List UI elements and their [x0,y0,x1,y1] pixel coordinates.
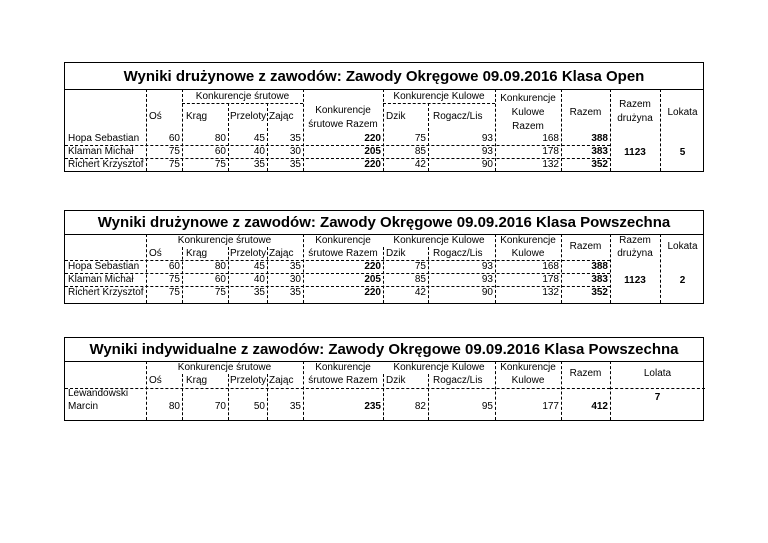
header-kulowe-razem-2: Kulowe [511,248,545,259]
cell-razem: 352 [591,287,608,298]
cell-krag: 80 [214,261,226,272]
cell-srutowe: 220 [364,159,381,170]
cell-razem: 388 [591,261,608,272]
header-srutowe-razem-1: Konkurencje [315,362,371,373]
cell-zajac: 35 [289,133,301,144]
header-kulowe-razem-1: Konkurencje [500,93,556,104]
team-total: 1123 [624,275,646,286]
team-place: 2 [679,275,686,286]
row-name-second: Marcin [68,401,99,412]
cell-krag: 60 [214,274,226,285]
header-zajac: Zając [269,111,294,122]
table-title: Wyniki indywidualne z zawodów: Zawody Okręgowe 09.09.2016 Klasa Powszechna [89,341,679,358]
cell-kulowe: 178 [542,146,559,157]
cell-srutowe: 220 [364,287,381,298]
table-title: Wyniki drużynowe z zawodów: Zawody Okręgowe 09.09.2016 Klasa Powszechna [97,214,671,231]
header-konkurencje-kulowe: Konkurencje Kulowe [393,362,485,373]
cell-przeloty: 50 [253,401,265,412]
row-name: Hopa Sebastian [68,261,140,272]
cell-srutowe: 220 [364,261,381,272]
header-razem-druzyna-2: drużyna [617,113,653,124]
cell-dzik: 75 [414,133,426,144]
header-krag: Krąg [186,375,208,386]
header-os: Oś [149,248,162,259]
team-place: 5 [679,147,686,158]
header-zajac: Zając [269,248,294,259]
group-divider [383,103,495,104]
individual-place: 7 [654,392,661,403]
header-konkurencje-kulowe: Konkurencje Kulowe [393,91,485,102]
cell-srutowe: 205 [364,274,381,285]
col-line [267,374,268,420]
cell-zajac: 35 [289,287,301,298]
row-name-first: Lewandowski [68,388,129,399]
header-krag: Krąg [186,111,208,122]
header-razem: Razem [569,241,602,252]
cell-dzik: 42 [414,159,426,170]
cell-przeloty: 45 [253,133,265,144]
col-line [182,374,183,420]
cell-rogacz: 93 [481,146,493,157]
header-razem-druzyna-2: drużyna [617,248,653,259]
header-srutowe-razem-1: Konkurencje [315,105,371,116]
header-srutowe-razem-2: śrutowe Razem [308,375,378,386]
header-konkurencje-kulowe: Konkurencje Kulowe [393,235,485,246]
cell-kulowe: 178 [542,274,559,285]
cell-krag: 75 [214,159,226,170]
title-divider [65,89,703,90]
row-name: Richert Krzysztof [68,159,144,170]
header-dzik: Dzik [386,248,406,259]
cell-razem: 412 [591,401,608,412]
header-dzik: Dzik [386,111,406,122]
cell-przeloty: 35 [253,287,265,298]
cell-rogacz: 93 [481,274,493,285]
individual-results-powszechna-table [64,337,704,421]
team-results-open-table [64,62,704,172]
cell-rogacz: 90 [481,159,493,170]
header-zajac: Zając [269,375,294,386]
header-razem: Razem [569,368,602,379]
header-krag: Krąg [186,248,208,259]
row-name: Hopa Sebastian [68,133,140,144]
cell-dzik: 85 [414,146,426,157]
col-line [228,374,229,420]
cell-os: 75 [168,159,180,170]
header-konkurencje-srutowe: Konkurencje śrutowe [195,91,290,102]
header-konkurencje-srutowe: Konkurencje śrutowe [177,362,272,373]
cell-zajac: 30 [289,274,301,285]
cell-kulowe: 177 [542,401,559,412]
header-przeloty: Przeloty [230,375,267,386]
cell-razem: 388 [591,133,608,144]
cell-srutowe: 205 [364,146,381,157]
cell-rogacz: 93 [481,261,493,272]
cell-dzik: 75 [414,261,426,272]
cell-srutowe: 220 [364,133,381,144]
col-line [428,374,429,420]
cell-rogacz: 93 [481,133,493,144]
table-title: Wyniki drużynowe z zawodów: Zawody Okręgowe 09.09.2016 Klasa Open [123,68,645,85]
header-os: Oś [149,375,162,386]
header-rogacz: Rogacz/Lis [433,375,483,386]
col-line [383,374,384,420]
cell-dzik: 85 [414,274,426,285]
header-lokata: Lolata [643,368,672,379]
cell-os: 60 [168,133,180,144]
cell-krag: 80 [214,133,226,144]
cell-dzik: 82 [414,401,426,412]
cell-os: 80 [168,401,180,412]
row-name: Richert Krzysztof [68,287,144,298]
header-kulowe-razem-2: Kulowe [511,107,545,118]
group-divider [182,103,303,104]
team-results-powszechna-table [64,210,704,304]
cell-krag: 70 [214,401,226,412]
cell-razem: 383 [591,146,608,157]
header-przeloty: Przeloty [230,248,267,259]
cell-kulowe: 168 [542,133,559,144]
header-rogacz: Rogacz/Lis [433,248,483,259]
header-srutowe-razem-1: Konkurencje [315,235,371,246]
cell-razem: 352 [591,159,608,170]
cell-rogacz: 95 [481,401,493,412]
cell-przeloty: 40 [253,274,265,285]
cell-zajac: 35 [289,159,301,170]
cell-przeloty: 45 [253,261,265,272]
header-dzik: Dzik [386,375,406,386]
header-kulowe-razem-1: Konkurencje [500,362,556,373]
header-lokata: Lokata [667,241,698,252]
row-divider [65,388,610,389]
row-name: Klaman Michał [68,274,134,285]
cell-srutowe: 235 [364,401,381,412]
cell-os: 75 [168,274,180,285]
team-total: 1123 [624,147,646,158]
cell-przeloty: 35 [253,159,265,170]
header-kulowe-razem-3: Razem [512,121,544,132]
header-przeloty: Przeloty [230,111,267,122]
row-divider [610,388,705,389]
header-kulowe-razem-1: Konkurencje [500,235,556,246]
row-name: Klaman Michał [68,146,134,157]
cell-kulowe: 132 [542,159,559,170]
header-srutowe-razem-2: śrutowe Razem [308,119,378,130]
cell-kulowe: 168 [542,261,559,272]
header-rogacz: Rogacz/Lis [433,111,483,122]
header-srutowe-razem-2: śrutowe Razem [308,248,378,259]
header-lokata: Lokata [667,107,698,118]
cell-zajac: 30 [289,146,301,157]
cell-rogacz: 90 [481,287,493,298]
cell-przeloty: 40 [253,146,265,157]
header-razem: Razem [569,107,602,118]
cell-zajac: 35 [289,401,301,412]
cell-razem: 383 [591,274,608,285]
cell-dzik: 42 [414,287,426,298]
header-konkurencje-srutowe: Konkurencje śrutowe [177,235,272,246]
cell-krag: 60 [214,146,226,157]
header-os: Oś [149,111,162,122]
cell-os: 75 [168,146,180,157]
cell-krag: 75 [214,287,226,298]
header-kulowe-razem-2: Kulowe [511,375,545,386]
header-razem-druzyna-1: Razem [619,235,651,246]
cell-os: 60 [168,261,180,272]
cell-zajac: 35 [289,261,301,272]
header-razem-druzyna-1: Razem [619,99,651,110]
cell-kulowe: 132 [542,287,559,298]
cell-os: 75 [168,287,180,298]
